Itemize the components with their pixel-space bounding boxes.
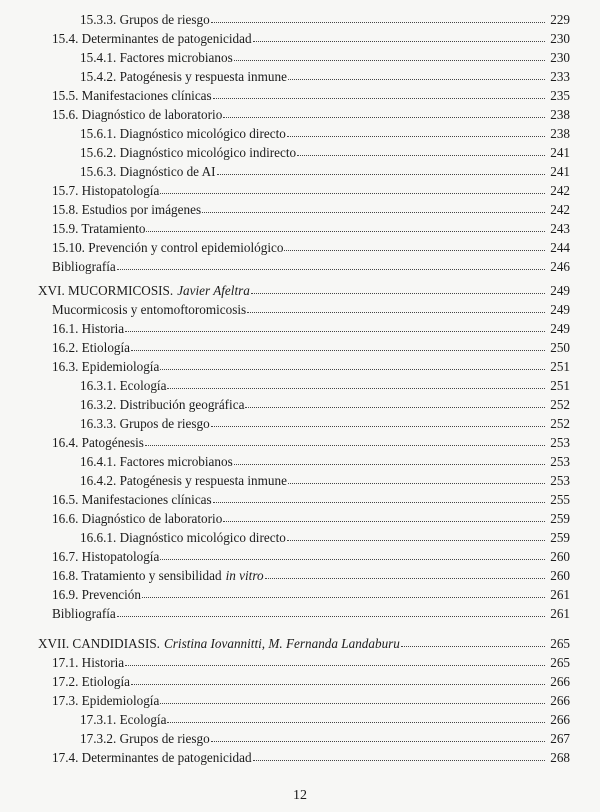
toc-entry-label: 16.6. Diagnóstico de laboratorio — [52, 511, 223, 526]
toc-entry-page: 244 — [550, 240, 570, 255]
dot-leader — [213, 490, 545, 503]
toc-entry-row — [52, 219, 570, 238]
toc-chapter-row — [38, 634, 570, 653]
toc-entry-page: 251 — [550, 378, 570, 393]
dot-leader — [125, 653, 545, 666]
toc-entry-page: 253 — [550, 454, 570, 469]
toc-entry-row — [80, 376, 570, 395]
toc-chapter-author: Javier Afeltra — [177, 283, 250, 298]
toc-entry-label: 16.3. Epidemiología — [52, 359, 160, 374]
toc-entry-label: Bibliografía — [52, 259, 116, 274]
dot-leader — [223, 509, 545, 522]
toc-entry-page: 238 — [550, 107, 570, 122]
toc-entry-row — [52, 604, 570, 623]
toc-entry-label: 15.6.3. Diagnóstico de AI — [80, 164, 216, 179]
toc-entry-row — [52, 433, 570, 452]
toc-entry-label: 16.2. Etiología — [52, 340, 131, 355]
toc-entry-page: 266 — [550, 693, 570, 708]
dot-leader — [211, 10, 545, 23]
dot-leader — [265, 566, 545, 579]
toc-entry-page: 265 — [550, 636, 570, 651]
toc-entry-row — [80, 48, 570, 67]
dot-leader — [288, 67, 545, 80]
toc-entry-row — [52, 257, 570, 276]
toc-entry-label: 16.6.1. Diagnóstico micológico directo — [80, 530, 286, 545]
dot-leader — [160, 547, 545, 560]
toc-entry-label: 15.8. Estudios por imágenes — [52, 202, 202, 217]
toc-entry-row — [52, 357, 570, 376]
toc-entry-page: 253 — [550, 473, 570, 488]
toc-entry-row — [52, 547, 570, 566]
toc-entry-label: 15.6. Diagnóstico de laboratorio — [52, 107, 223, 122]
toc-entry-page: 242 — [550, 202, 570, 217]
toc-entry-page: 252 — [550, 397, 570, 412]
toc-chapter-author: Cristina Iovannitti, M. Fernanda Landaburu — [163, 636, 400, 651]
toc-entry-page: 266 — [550, 674, 570, 689]
toc-entry-row — [80, 162, 570, 181]
toc-entry-page: 246 — [550, 259, 570, 274]
dot-leader — [125, 319, 545, 332]
dot-leader — [297, 143, 545, 156]
toc-entry-label: 17.4. Determinantes de patogenicidad — [52, 750, 252, 765]
toc-entry-row — [52, 691, 570, 710]
dot-leader — [131, 672, 545, 685]
dot-leader — [253, 748, 545, 761]
toc-entry-page: 259 — [550, 511, 570, 526]
toc-entry-label: 16.4.1. Factores microbianos — [80, 454, 233, 469]
toc-entry-label: 16.1. Historia — [52, 321, 125, 336]
toc-entry-page: 230 — [550, 31, 570, 46]
toc-entry-page: 235 — [550, 88, 570, 103]
toc-entry-label: 16.4.2. Patogénesis y respuesta inmune — [80, 473, 287, 488]
dot-leader — [211, 414, 545, 427]
toc-entry-row — [52, 86, 570, 105]
dot-leader — [211, 729, 545, 742]
dot-leader — [217, 162, 545, 175]
toc-entry-page: 260 — [550, 549, 570, 564]
toc-entry-page: 249 — [550, 321, 570, 336]
toc-entry-label: 15.4.1. Factores microbianos — [80, 50, 233, 65]
toc-entry-row — [52, 300, 570, 319]
toc-entry-page: 261 — [550, 606, 570, 621]
toc-entry-row — [80, 124, 570, 143]
toc-entry-page: 241 — [550, 164, 570, 179]
toc-entry-row — [52, 490, 570, 509]
dot-leader — [167, 376, 545, 389]
dot-leader — [234, 48, 545, 61]
toc-entry-label: 17.3.2. Grupos de riesgo — [80, 731, 210, 746]
toc-entry-page: 241 — [550, 145, 570, 160]
dot-leader — [145, 433, 545, 446]
toc-entry-label: 16.5. Manifestaciones clínicas — [52, 492, 212, 507]
toc-entry-page: 250 — [550, 340, 570, 355]
toc-entry-row — [52, 748, 570, 767]
toc-entry-row — [80, 471, 570, 490]
dot-leader — [284, 238, 545, 251]
toc-entry-row — [80, 710, 570, 729]
toc-chapter-row — [38, 281, 570, 300]
toc-entry-row — [80, 10, 570, 29]
dot-leader — [401, 634, 545, 647]
page-number: 12 — [293, 788, 307, 803]
toc-entry-page: 251 — [550, 359, 570, 374]
toc-entry-label: 16.8. Tratamiento y sensibilidad — [52, 568, 222, 583]
toc-entry-page: 268 — [550, 750, 570, 765]
toc-entry-row — [52, 585, 570, 604]
toc-entry-row — [52, 200, 570, 219]
toc-entry-label: 16.4. Patogénesis — [52, 435, 144, 450]
dot-leader — [288, 471, 545, 484]
toc-entry-page: 261 — [550, 587, 570, 602]
toc-entry-label: 17.2. Etiología — [52, 674, 131, 689]
toc-entry-row — [52, 338, 570, 357]
toc-entry-row — [52, 319, 570, 338]
toc-entry-page: 255 — [550, 492, 570, 507]
toc-entry-page: 242 — [550, 183, 570, 198]
toc-entry-row — [80, 67, 570, 86]
dot-leader — [142, 585, 545, 598]
toc-entry-row — [80, 395, 570, 414]
toc-entry-row — [80, 528, 570, 547]
toc-entry-row — [52, 29, 570, 48]
toc-entry-label: 15.4. Determinantes de patogenicidad — [52, 31, 252, 46]
dot-leader — [160, 691, 545, 704]
toc-entry-page: 233 — [550, 69, 570, 84]
dot-leader — [287, 528, 545, 541]
toc-entry-label: 16.9. Prevención — [52, 587, 141, 602]
dot-leader — [202, 200, 545, 213]
toc-entry-row — [52, 672, 570, 691]
toc-entry-label: 15.7. Histopatología — [52, 183, 160, 198]
toc-entry-page: 249 — [550, 283, 570, 298]
dot-leader — [167, 710, 545, 723]
dot-leader — [117, 604, 545, 617]
toc-entry-label: 17.3.1. Ecología — [80, 712, 167, 727]
toc-entry-row — [80, 452, 570, 471]
toc-entry-page: 265 — [550, 655, 570, 670]
toc-entry-label: 16.3.2. Distribución geográfica — [80, 397, 245, 412]
toc-entry-page: 249 — [550, 302, 570, 317]
dot-leader — [131, 338, 545, 351]
toc-entry-page: 238 — [550, 126, 570, 141]
dot-leader — [234, 452, 545, 465]
toc-entry-page: 230 — [550, 50, 570, 65]
toc-entry-row — [52, 181, 570, 200]
toc-entry-label: 17.3. Epidemiología — [52, 693, 160, 708]
toc-entry-row — [80, 414, 570, 433]
dot-leader — [247, 300, 545, 313]
toc-entry-label: XVI. MUCORMICOSIS. — [38, 283, 174, 298]
toc-entry-row — [80, 143, 570, 162]
toc-entry-label: XVII. CANDIDIASIS. — [38, 636, 160, 651]
toc-entry-label: 16.7. Histopatología — [52, 549, 160, 564]
dot-leader — [287, 124, 545, 137]
toc-entry-italic-term: in vitro — [225, 568, 264, 583]
dot-leader — [213, 86, 545, 99]
toc-entry-page: 229 — [550, 12, 570, 27]
toc-entry-page: 253 — [550, 435, 570, 450]
dot-leader — [223, 105, 545, 118]
dot-leader — [160, 181, 545, 194]
toc-entry-row — [80, 729, 570, 748]
toc-entry-row — [52, 238, 570, 257]
toc-entry-label: 16.3.1. Ecología — [80, 378, 167, 393]
toc-entry-page: 252 — [550, 416, 570, 431]
toc-entry-page: 266 — [550, 712, 570, 727]
dot-leader — [117, 257, 545, 270]
toc-entry-label: 15.9. Tratamiento — [52, 221, 146, 236]
toc-entry-row — [52, 509, 570, 528]
toc-entry-row — [52, 105, 570, 124]
toc-entry-label: 16.3.3. Grupos de riesgo — [80, 416, 210, 431]
toc-entry-label: Bibliografía — [52, 606, 116, 621]
toc-entry-page: 260 — [550, 568, 570, 583]
toc-entry-row — [52, 566, 570, 585]
toc-entry-page: 243 — [550, 221, 570, 236]
toc-entry-row — [52, 653, 570, 672]
dot-leader — [253, 29, 545, 42]
dot-leader — [146, 219, 545, 232]
toc-entry-label: 15.5. Manifestaciones clínicas — [52, 88, 212, 103]
dot-leader — [251, 281, 545, 294]
toc-entry-label: 15.10. Prevención y control epidemiológico — [52, 240, 284, 255]
dot-leader — [160, 357, 545, 370]
toc-entry-label: Mucormicosis y entomoftoromicosis — [52, 302, 247, 317]
toc-entry-label: 15.4.2. Patogénesis y respuesta inmune — [80, 69, 287, 84]
dot-leader — [245, 395, 545, 408]
toc-entry-label: 15.6.1. Diagnóstico micológico directo — [80, 126, 286, 141]
toc-entry-label: 15.6.2. Diagnóstico micológico indirecto — [80, 145, 297, 160]
toc-entry-label: 15.3.3. Grupos de riesgo — [80, 12, 210, 27]
toc-entry-page: 267 — [550, 731, 570, 746]
toc-entry-page: 259 — [550, 530, 570, 545]
toc-entry-label: 17.1. Historia — [52, 655, 125, 670]
